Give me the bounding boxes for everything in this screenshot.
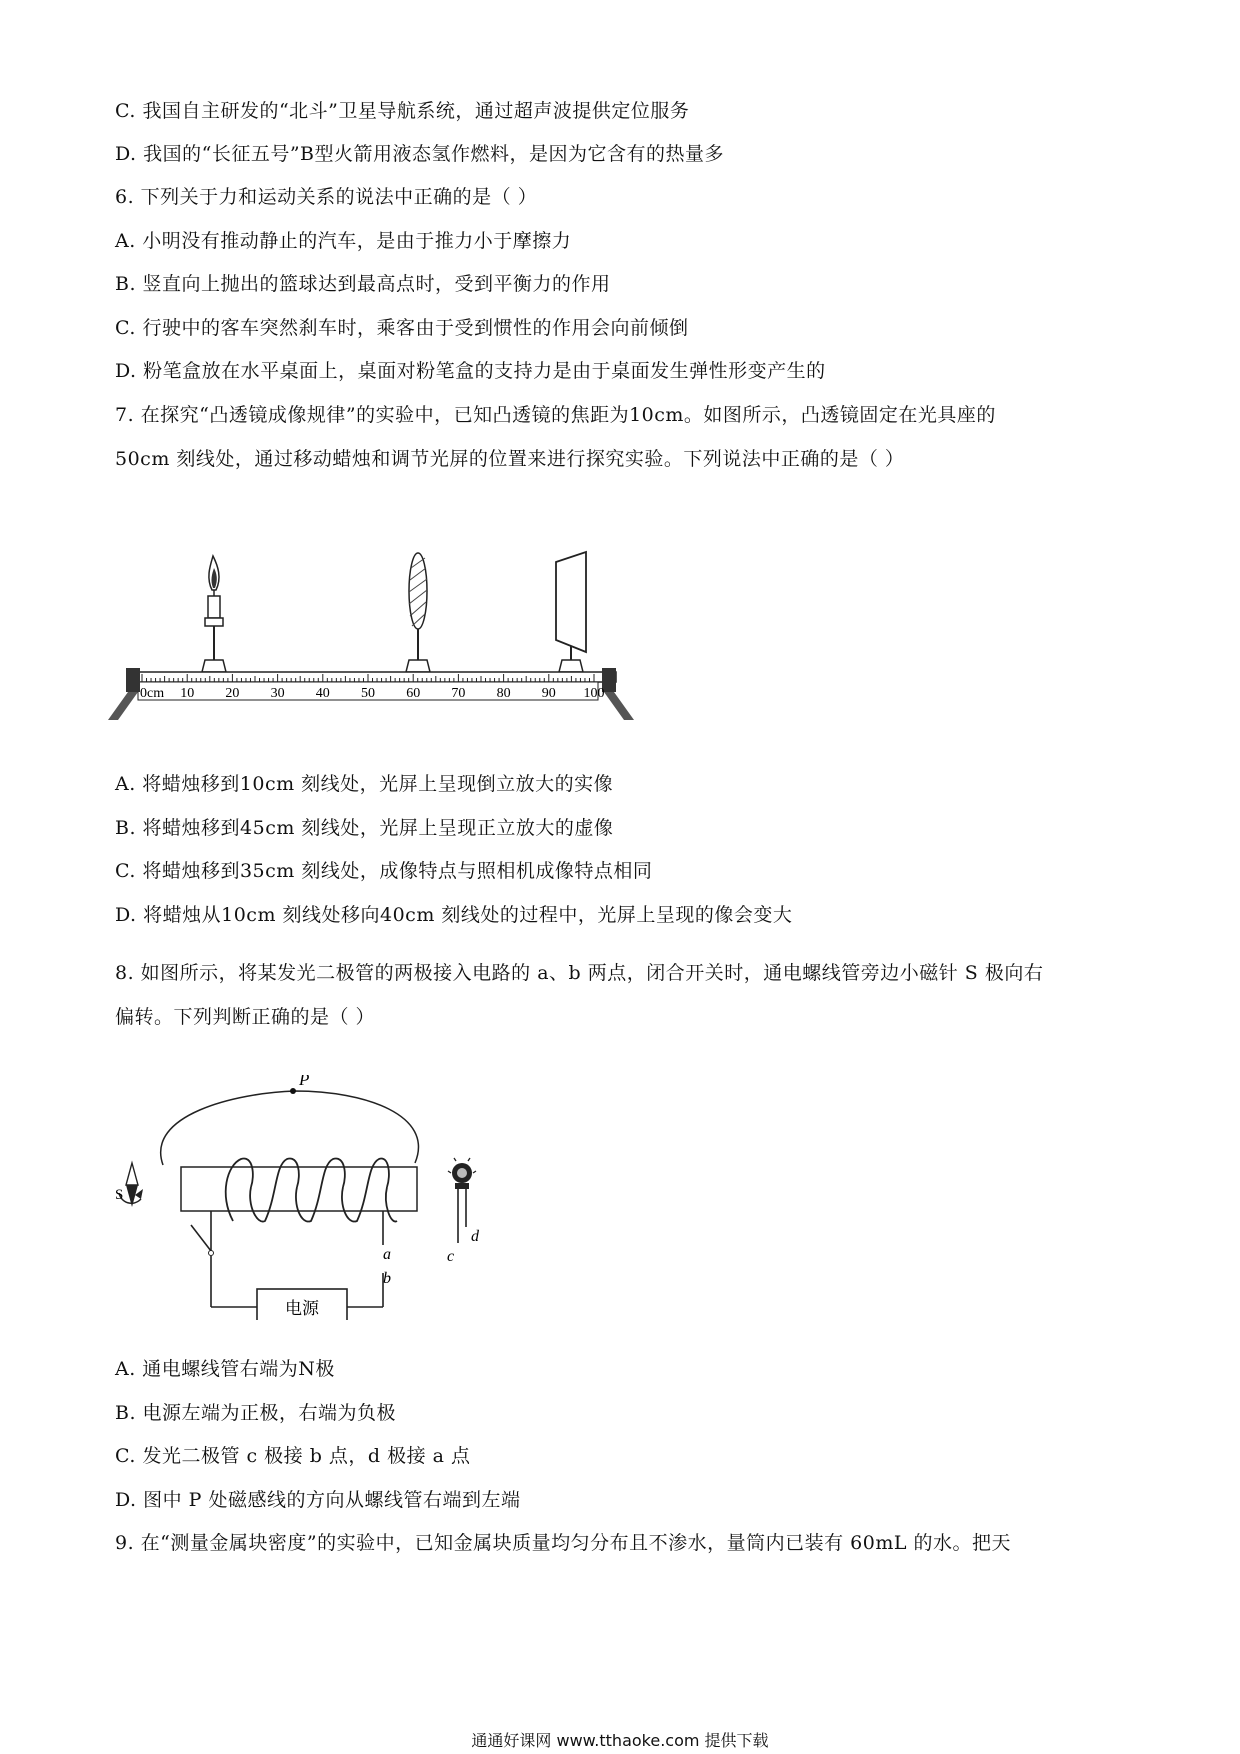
q7-option-d: D. 将蜡烛从10cm 刻线处移向40cm 刻线处的过程中，光屏上呈现的像会变大 [115, 904, 793, 926]
ruler-label: 20 [225, 686, 240, 701]
magnetic-field-line [161, 1091, 419, 1165]
light-screen-icon [556, 552, 586, 672]
label-d: d [471, 1228, 479, 1245]
page-footer: 通通好课网 www.tthaoke.com 提供下载 [471, 1731, 769, 1750]
optical-bench-figure [108, 548, 728, 753]
ruler-label: 60 [406, 686, 421, 701]
q7-option-c: C. 将蜡烛移到35cm 刻线处，成像特点与照相机成像特点相同 [115, 860, 653, 882]
switch-icon [191, 1225, 211, 1251]
ruler-label: 100 [583, 686, 605, 701]
q7-option-b: B. 将蜡烛移到45cm 刻线处，光屏上呈现正立放大的虚像 [115, 817, 614, 839]
q6-option-d: D. 粉笔盒放在水平桌面上，桌面对粉笔盒的支持力是由于桌面发生弹性形变产生的 [115, 360, 826, 382]
label-p: P [299, 1075, 310, 1089]
left-leg [108, 692, 138, 720]
point-p [290, 1088, 296, 1094]
q8-option-b: B. 电源左端为正极，右端为负极 [115, 1402, 397, 1424]
q8-option-c: C. 发光二极管 c 极接 b 点，d 极接 a 点 [115, 1445, 471, 1467]
left-end-block [126, 668, 140, 692]
ruler-label: 10 [180, 686, 195, 701]
q7-stem-line1: 7. 在探究“凸透镜成像规律”的实验中，已知凸透镜的焦距为10cm。如图所示，凸透镜固定在光具座的 [115, 404, 996, 426]
ruler-label: 0cm [140, 686, 165, 701]
q8-option-a: A. 通电螺线管右端为N极 [115, 1358, 335, 1380]
q6-stem: 6. 下列关于力和运动关系的说法中正确的是（ ） [115, 186, 538, 208]
label-s: S [115, 1187, 124, 1203]
ruler-label: 30 [270, 686, 285, 701]
q5-option-c: C. 我国自主研发的“北斗”卫星导航系统，通过超声波提供定位服务 [115, 100, 690, 122]
ruler-label: 50 [361, 686, 375, 701]
q7-option-a: A. 将蜡烛移到10cm 刻线处，光屏上呈现倒立放大的实像 [115, 773, 614, 795]
convex-lens-icon [406, 553, 430, 672]
label-b: b [383, 1270, 391, 1287]
q6-option-a: A. 小明没有推动静止的汽车，是由于推力小于摩擦力 [115, 230, 572, 252]
q8-stem-line2: 偏转。下列判断正确的是（ ） [115, 1006, 376, 1028]
power-label: 电源 [285, 1299, 319, 1318]
ruler-label: 40 [315, 686, 330, 701]
q5-option-d: D. 我国的“长征五号”B型火箭用液态氢作燃料，是因为它含有的热量多 [115, 143, 725, 165]
right-leg [604, 692, 634, 720]
candle-icon [202, 556, 226, 672]
q8-option-d: D. 图中 P 处磁感线的方向从螺线管右端到左端 [115, 1489, 521, 1511]
ruler-label: 90 [541, 686, 556, 701]
q6-option-c: C. 行驶中的客车突然刹车时，乘客由于受到惯性的作用会向前倾倒 [115, 317, 689, 339]
q9-stem-line1: 9. 在“测量金属块密度”的实验中，已知金属块质量均匀分布且不渗水，量筒内已装有 60mL 的水。把天 [115, 1532, 1011, 1554]
ruler-label: 80 [496, 686, 511, 701]
q8-stem-line1: 8. 如图所示，将某发光二极管的两极接入电路的 a、b 两点，闭合开关时，通电螺线管旁边小磁针 S 极向右 [115, 962, 1044, 984]
q6-option-b: B. 竖直向上抛出的篮球达到最高点时，受到平衡力的作用 [115, 273, 611, 295]
q7-stem-line2: 50cm 刻线处，通过移动蜡烛和调节光屏的位置来进行探究实验。下列说法中正确的是（ ） [115, 448, 905, 470]
solenoid-circuit-figure [115, 1075, 495, 1320]
label-c: c [447, 1248, 455, 1265]
ruler-label: 70 [451, 686, 466, 701]
label-a: a [383, 1246, 391, 1263]
